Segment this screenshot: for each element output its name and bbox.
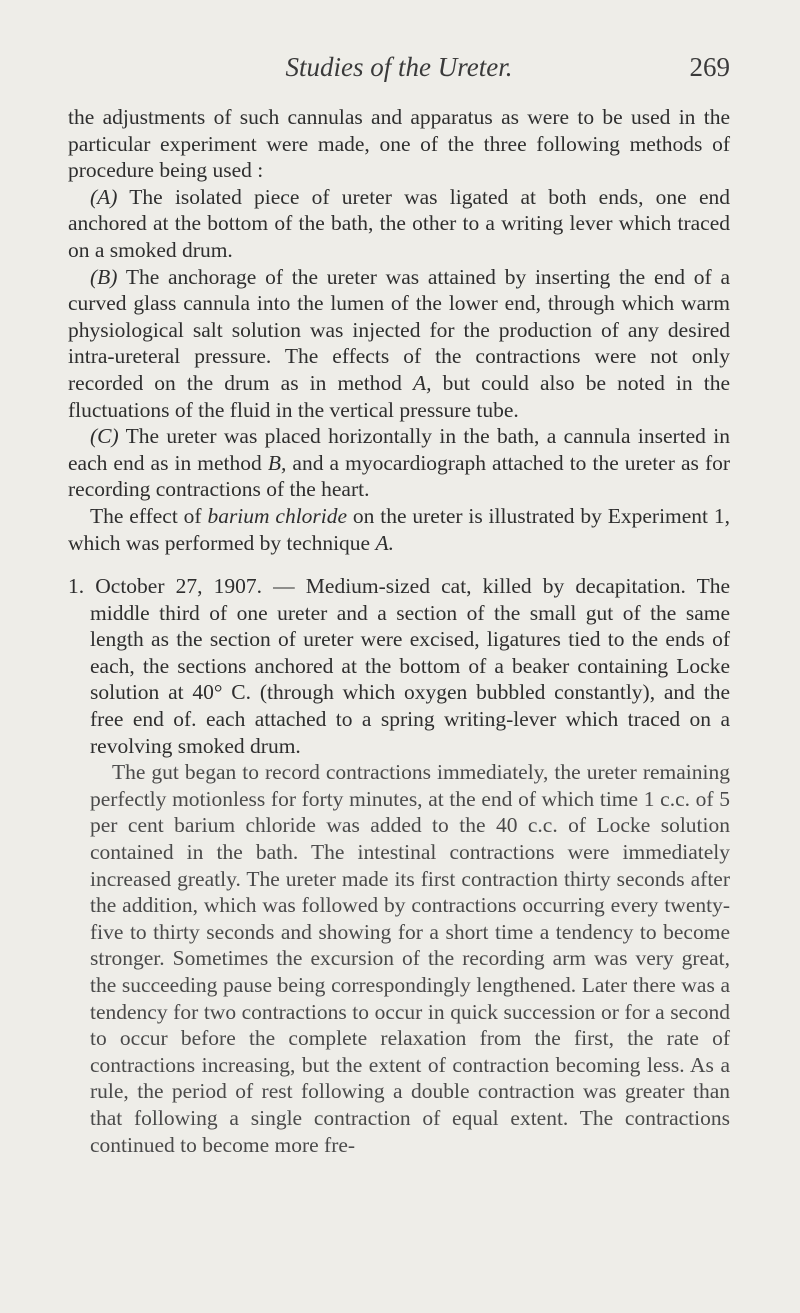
method-c-label: (C): [90, 424, 119, 449]
effect-text-before: The effect of: [90, 503, 202, 528]
method-a-paragraph: [68, 184, 730, 264]
body-text: [68, 104, 730, 1158]
method-b-text: The anchorage of the ureter was attained by inserting the end of a curved glass cannula into the lumen of the lower end, through which warm physiological salt solution was injected for the production of any desired intra-ureteral pressure. The effects of the contractions were not only recorded on the drum as in method: [68, 264, 730, 395]
method-c-paragraph: [68, 423, 730, 503]
page-number: 269: [689, 52, 730, 82]
method-c-text-after: and a myocardiograph attached to the ureter as for recording contractions of the heart.: [68, 450, 731, 502]
method-b-text-after: but could also be noted in the fluctuations of the fluid in the vertical pressure tube.: [68, 370, 730, 422]
running-title: Studies of the Ureter.: [285, 52, 513, 82]
experiment-second-paragraph: [68, 759, 730, 1158]
page-header: [68, 52, 730, 92]
experiment-second-text: The gut began to record contractions immediately, the ureter remaining perfectly motionless for forty minutes, at the end of which time 1 c.c. of 5 per cent barium chloride was added to the 40 c.c. of Locke solution contained in the bath. The intestinal contractions were immediately increased greatly. The ureter made its first contraction thirty seconds after the addition, which was followed by contractions occurring every twenty-five to thirty seconds and showing for a short time a tendency to become stronger. Sometimes the excursion of the recording arm was very great, the succeeding pause being correspondingly lengthened. Later there was a tendency for two contractions to occur in quick succession or for a second to occur before the complete relaxation from the first, the rate of contractions increasing, but the extent of contraction becoming less. As a rule, the period of rest following a double contraction was greater than that following a single contraction of equal extent. The contractions continued to become more fre-: [90, 760, 730, 1157]
method-a-label: (A): [90, 184, 118, 209]
effect-text-middle: on the ureter is illustrated by Experiment 1, which was performed by technique: [68, 503, 731, 555]
experiment-number: 1.: [68, 574, 85, 599]
method-b-paragraph: [68, 264, 730, 424]
method-c-ref: B,: [267, 450, 287, 475]
method-b-ref: A,: [413, 370, 432, 395]
experiment-first-paragraph: [68, 573, 730, 759]
method-c-text: The ureter was placed horizontally in the bath, a cannula inserted in each end as in method: [68, 424, 730, 475]
method-b-label: (B): [90, 264, 118, 289]
intro-paragraph: [68, 104, 730, 184]
intro-text: the adjustments of such cannulas and apparatus as were to be used in the particular experiment were made, one of the three following methods of procedure being used :: [68, 105, 730, 183]
experiment-first-text: October 27, 1907. — Medium-sized cat, killed by decapitation. The middle third of one ureter and a section of the small gut of the same length as the section of ureter were excised, ligatures tied to the ends of each, the sections anchored at the bottom of a beaker containing Locke solution at 40° C. (through which oxygen bubbled constantly), and the free end of. each attached to a spring writing-lever which traced on a revolving smoked drum.: [90, 574, 731, 758]
effect-italic: barium chloride: [207, 503, 348, 528]
effect-paragraph: [68, 503, 730, 556]
method-a-text: The isolated piece of ureter was ligated at both ends, one end anchored at the bottom of the bath, the other to a writing lever which traced on a smoked drum.: [68, 184, 730, 262]
effect-ref: A.: [375, 530, 394, 555]
